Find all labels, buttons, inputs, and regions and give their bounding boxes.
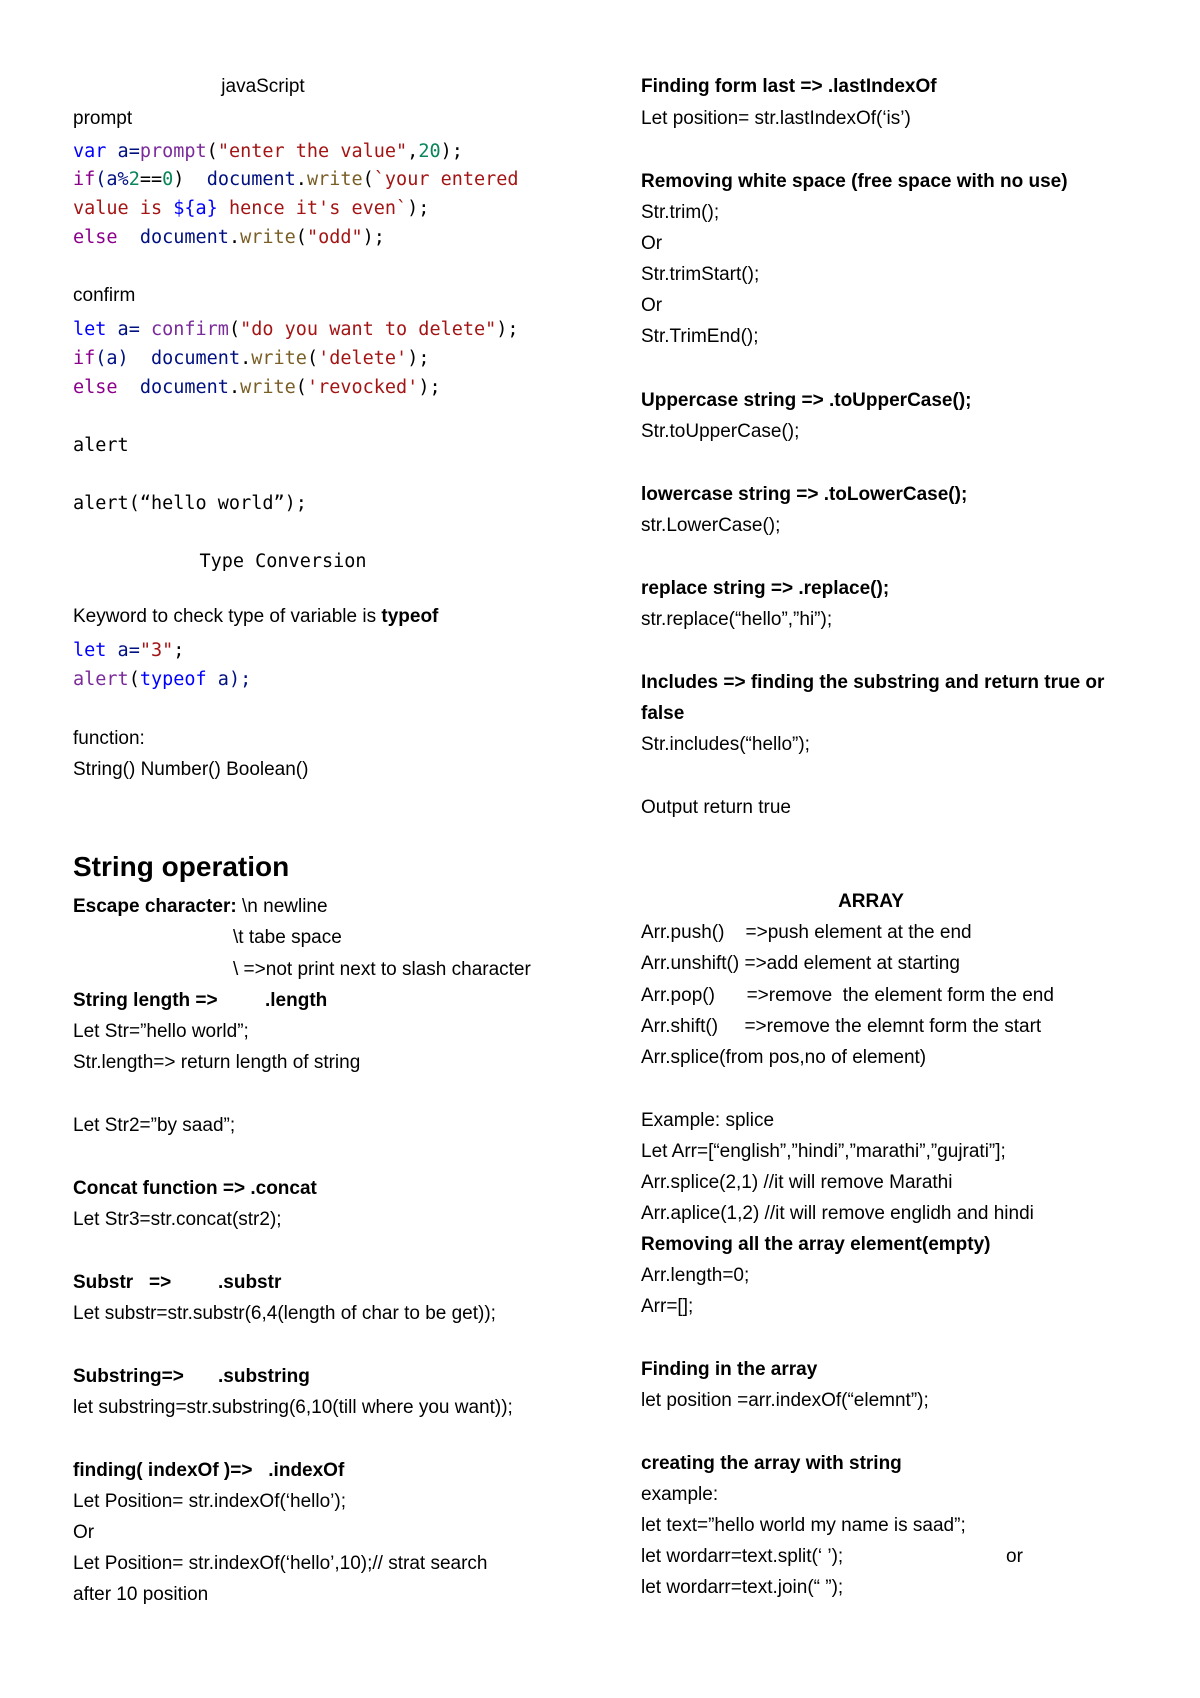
function-list: String() Number() Boolean(): [73, 759, 309, 780]
includes-example: Str.includes(“hello”);: [641, 734, 810, 755]
substr-method: .substr: [218, 1272, 282, 1293]
array-unshift: Arr.unshift() =>add element at starting: [641, 953, 960, 974]
escape-tab-line: \t tabe space: [233, 927, 342, 948]
empty-array-1: Arr.length=0;: [641, 1265, 750, 1286]
string-operation-heading: String operation: [73, 851, 290, 882]
substring-example: let substring=str.substring(6,10(till where you want));: [73, 1397, 513, 1418]
trim-example-1: Str.trim();: [641, 202, 720, 223]
prompt-code-line-1: var a=prompt("enter the value",20);: [73, 141, 463, 162]
array-splice: Arr.splice(from pos,no of element): [641, 1047, 927, 1068]
string-length-label: String length =>: [73, 990, 218, 1011]
indexof-example-2: Let Position= str.indexOf(‘hello’,10);// strat search: [73, 1553, 488, 1574]
splice-example-1: Arr.splice(2,1) //it will remove Marathi: [641, 1172, 953, 1193]
prompt-code-line-3: value is ${a} hence it's even`);: [73, 198, 430, 219]
substr-label: Substr =>: [73, 1272, 172, 1293]
prompt-label: prompt: [73, 108, 133, 129]
escape-character-line: Escape character: \n newline: [73, 896, 328, 917]
type-conversion-title: Type Conversion: [199, 551, 367, 572]
alert-code: alert(“hello world”);: [73, 493, 307, 514]
escape-slash-line: \ =>not print next to slash character: [233, 959, 531, 980]
empty-array-label: Removing all the array element(empty): [641, 1234, 991, 1255]
create-text: let text=”hello world my name is saad”;: [641, 1515, 966, 1536]
typeof-description: Keyword to check type of variable is typeof: [73, 606, 439, 627]
trim-label: Removing white space (free space with no use): [641, 171, 1068, 192]
includes-label-2: false: [641, 703, 685, 724]
includes-output: Output return true: [641, 797, 791, 818]
replace-label: replace string => .replace();: [641, 578, 890, 599]
find-array-example: let position =arr.indexOf(“elemnt”);: [641, 1390, 929, 1411]
trim-or-2: Or: [641, 295, 663, 316]
uppercase-example: Str.toUpperCase();: [641, 421, 800, 442]
confirm-code-line-1: let a= confirm("do you want to delete");: [73, 319, 519, 340]
typeof-code-line-2: alert(typeof a);: [73, 669, 252, 690]
function-label: function:: [73, 728, 145, 749]
confirm-code-line-2: if(a) document.write('delete');: [73, 348, 430, 369]
str2-example: Let Str2=”by saad”;: [73, 1115, 236, 1136]
indexof-example-1: Let Position= str.indexOf(‘hello’);: [73, 1491, 346, 1512]
lowercase-label: lowercase string => .toLowerCase();: [641, 484, 968, 505]
substr-example: Let substr=str.substr(6,4(length of char to be get));: [73, 1303, 496, 1324]
concat-example: Let Str3=str.concat(str2);: [73, 1209, 282, 1230]
confirm-code-line-3: else document.write('revocked');: [73, 377, 441, 398]
substring-label: Substring=>: [73, 1366, 184, 1387]
create-split: let wordarr=text.split(‘ ’);: [641, 1546, 844, 1567]
length-example-1: Let Str=”hello world”;: [73, 1021, 249, 1042]
concat-label: Concat function => .concat: [73, 1178, 317, 1199]
lowercase-example: str.LowerCase();: [641, 515, 781, 536]
array-pop: Arr.pop() =>remove the element form the end: [641, 985, 1054, 1006]
find-array-label: Finding in the array: [641, 1359, 818, 1380]
trim-example-3: Str.TrimEnd();: [641, 326, 759, 347]
indexof-example-3: after 10 position: [73, 1584, 209, 1605]
array-title: ARRAY: [838, 891, 904, 912]
prompt-code-line-4: else document.write("odd");: [73, 227, 385, 248]
indexof-or: Or: [73, 1522, 95, 1543]
lastindexof-example: Let position= str.lastIndexOf(‘is’): [641, 108, 911, 129]
length-example-2: Str.length=> return length of string: [73, 1052, 361, 1073]
prompt-code-line-2: if(a%2==0) document.write(`your entered: [73, 169, 519, 190]
typeof-code-line-1: let a="3";: [73, 640, 185, 661]
create-array-label: creating the array with string: [641, 1453, 902, 1474]
trim-example-2: Str.trimStart();: [641, 264, 760, 285]
array-push: Arr.push() =>push element at the end: [641, 922, 972, 943]
replace-example: str.replace(“hello”,”hi”);: [641, 609, 833, 630]
substring-method: .substring: [218, 1366, 310, 1387]
alert-label: alert: [73, 435, 129, 456]
includes-label-1: Includes => finding the substring and return true or: [641, 672, 1105, 693]
uppercase-label: Uppercase string => .toUpperCase();: [641, 390, 972, 411]
empty-array-2: Arr=[];: [641, 1296, 694, 1317]
create-join: let wordarr=text.join(“ ”);: [641, 1577, 844, 1598]
confirm-label: confirm: [73, 285, 136, 306]
splice-example-label: Example: splice: [641, 1110, 775, 1131]
create-or: or: [1006, 1546, 1023, 1567]
trim-or-1: Or: [641, 233, 663, 254]
splice-array: Let Arr=[“english”,”hindi”,”marathi”,”gujrati”];: [641, 1141, 1006, 1162]
splice-example-2: Arr.aplice(1,2) //it will remove englidh and hindi: [641, 1203, 1034, 1224]
array-shift: Arr.shift() =>remove the elemnt form the start: [641, 1016, 1042, 1037]
page-title: javaScript: [221, 76, 305, 97]
create-example-label: example:: [641, 1484, 719, 1505]
string-length-method: .length: [265, 990, 328, 1011]
indexof-label: finding( indexOf )=> .indexOf: [73, 1460, 345, 1481]
lastindexof-label: Finding form last => .lastIndexOf: [641, 76, 937, 97]
